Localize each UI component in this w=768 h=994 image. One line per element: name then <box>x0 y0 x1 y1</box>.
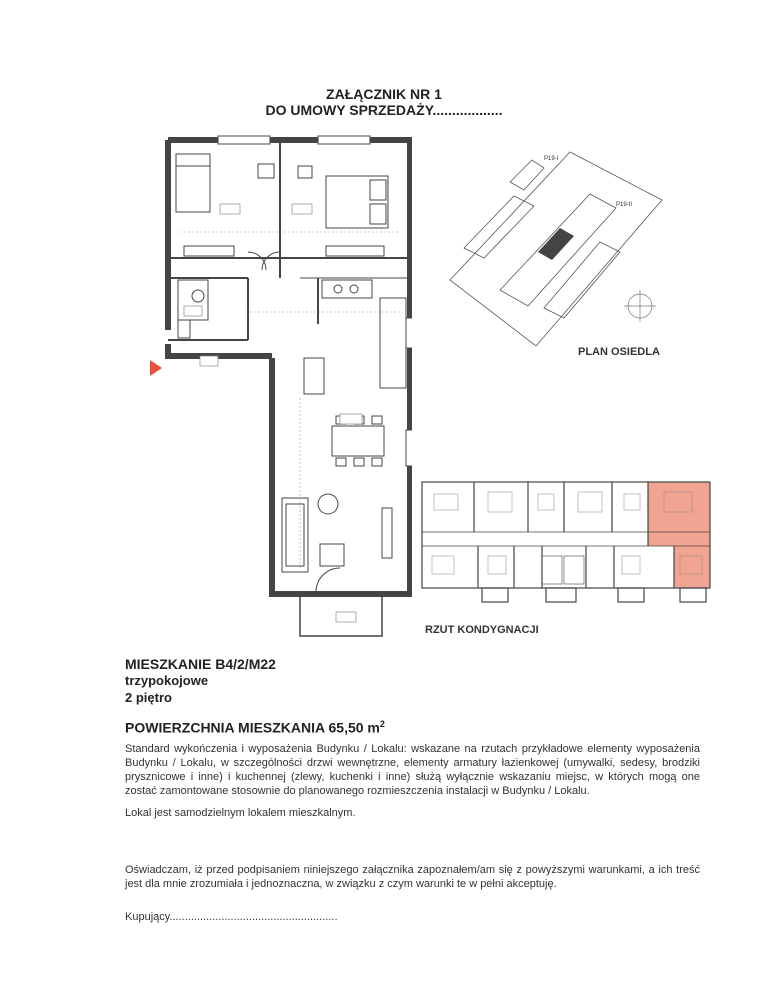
entry-arrow-icon <box>150 360 162 376</box>
buyer-signature-line: Kupujący....................................................... <box>125 911 338 923</box>
independent-unit-note: Lokal jest samodzielnym lokalem mieszkalnym. <box>125 807 356 819</box>
storey-plan <box>418 470 714 608</box>
site-plan <box>440 140 670 370</box>
apartment-floor: 2 piętro <box>125 690 172 705</box>
site-label-p19i: P19-I <box>544 156 559 162</box>
annex-title: ZAŁĄCZNIK NR 1 <box>326 86 442 102</box>
standard-paragraph: Standard wykończenia i wyposażenia Budynku / Lokalu: wskazane na rzutach przykładowe elementy wyposażenia Budynku / Lokalu, w szczególności drzwi wewnętrzne, elementy armatury łazienkowej (umywalki, sedesy, brodziki prysznicowe i inne) i kuchennej (zlewy, kuchenki i inne) służą wyłącznie wskazaniu miejsc, w których mogą one zostać zamontowane stosownie do planowanego rozmieszczenia instalacji w Budynku / Lokalu. <box>125 743 700 797</box>
apartment-floor-plan <box>140 128 412 640</box>
storey-plan-caption: RZUT KONDYGNACJI <box>425 624 539 636</box>
compass-icon <box>624 290 656 322</box>
apartment-area: POWIERZCHNIA MIESZKANIA 65,50 $m^2$ <box>125 719 385 736</box>
site-plan-caption: PLAN OSIEDLA <box>578 346 660 358</box>
apartment-rooms: trzypokojowe <box>125 673 209 688</box>
highlighted-apartment <box>648 482 710 588</box>
contract-title: DO UMOWY SPRZEDAŻY.................. <box>265 102 503 118</box>
declaration-paragraph: Oświadczam, iż przed podpisaniem niniejszego załącznika zapoznałem/am się z powyższymi warunkami, a ich treść jest dla mnie zrozumiała i jednoznaczna, w związku z czym warunki te w pełni akceptuję. <box>125 864 700 890</box>
apartment-title: MIESZKANIE B4/2/M22 <box>125 656 276 672</box>
site-label-p19ii: P19-II <box>616 202 633 208</box>
